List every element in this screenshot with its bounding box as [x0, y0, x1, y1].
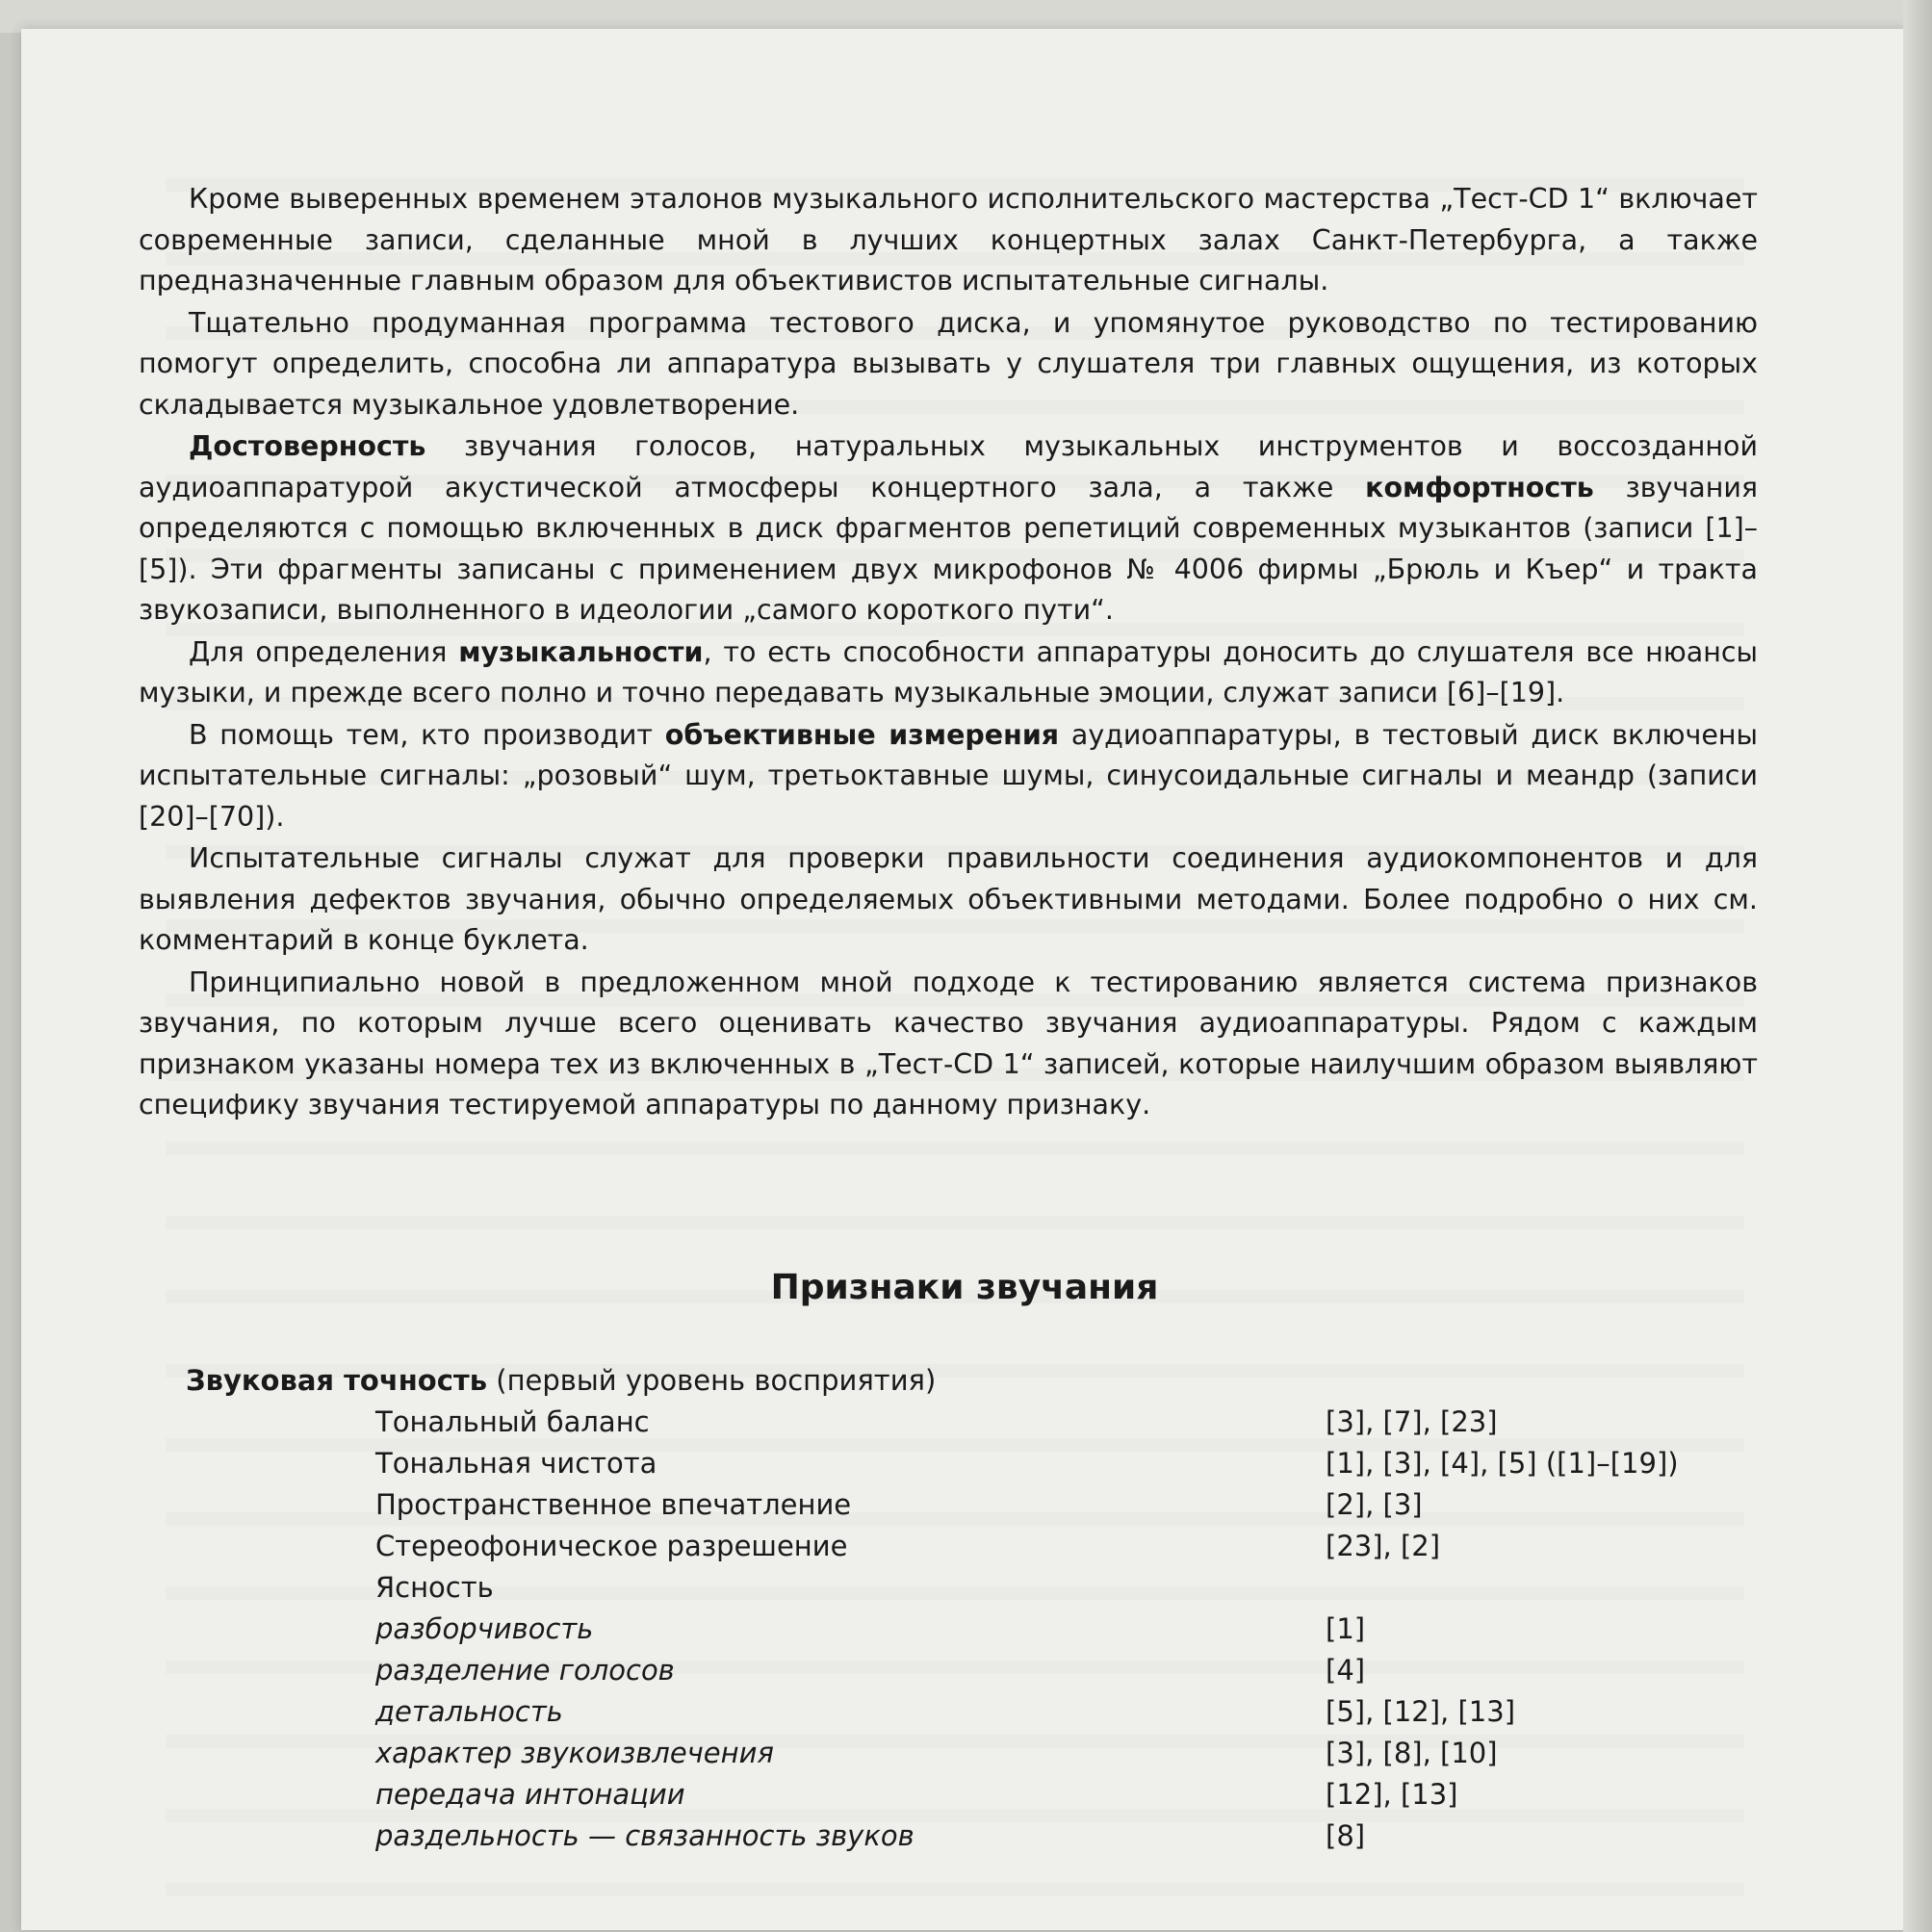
feature-name: разделение голосов: [375, 1654, 675, 1687]
feature-row: [186, 1484, 1765, 1526]
paragraph: [139, 632, 1758, 714]
text-run: Кроме выверенных временем эталонов музыкального исполнительского мастерства „Тест-CD 1“ включает современные записи, сделанные мной в лучших концертных залах Санкт-Петербурга, а также предназначенные главным образом для объективистов испытательные сигналы.: [139, 183, 1758, 296]
text-run: Тщательно продуманная программа тестового диска, и упомянутое руководство по тестированию помогут определить, способна ли аппаратура вызывать у слушателя три главных ощущения, из которых складывается музыкальное удовлетворение.: [139, 306, 1758, 421]
feature-records: [2], [3]: [1326, 1488, 1423, 1521]
feature-row: [186, 1609, 1765, 1650]
feature-records: [23], [2]: [1326, 1530, 1441, 1562]
features-list: [186, 1360, 1765, 1857]
feature-name: Тональная чистота: [375, 1447, 657, 1480]
paragraph: [139, 179, 1758, 302]
feature-row: [186, 1774, 1765, 1816]
bold-term: комфортность: [1365, 471, 1594, 503]
text-run: Испытательные сигналы служат для проверки правильности соединения аудиокомпонентов и для выявления дефектов звучания, обычно определяемых объективными методами. Более подробно о них см. комментарий в конце буклета.: [139, 842, 1758, 956]
feature-rows: [186, 1402, 1765, 1857]
text-run: Для определения: [189, 635, 459, 668]
paragraph: [139, 426, 1758, 631]
feature-row: [186, 1691, 1765, 1733]
feature-name: разборчивость: [375, 1612, 594, 1645]
feature-name: детальность: [375, 1695, 563, 1728]
feature-name: Пространственное впечатление: [375, 1488, 852, 1521]
feature-name: передача интонации: [375, 1778, 685, 1811]
feature-name: Стереофоническое разрешение: [375, 1530, 848, 1562]
feature-row: [186, 1816, 1765, 1857]
feature-records: [1], [3], [4], [5] ([1]–[19]): [1326, 1447, 1679, 1480]
feature-row: [186, 1443, 1765, 1484]
bold-term: объективные измерения: [664, 718, 1060, 751]
category-name: Звуковая точность: [186, 1364, 488, 1397]
feature-records: [3], [7], [23]: [1326, 1405, 1498, 1438]
feature-records: [1]: [1326, 1612, 1366, 1645]
category-note: (первый уровень восприятия): [487, 1364, 937, 1397]
feature-name: Тональный баланс: [375, 1405, 650, 1438]
text-run: Принципиально новой в предложенном мной подходе к тестированию является система признаков звучания, по которым лучше всего оценивать качество звучания аудиоаппаратуры. Рядом с каждым признаком указаны номера тех из включенных в „Тест-CD 1“ записей, которые наилучшим образом выявляют специфику звучания тестируемой аппаратуры по данному признаку.: [139, 966, 1758, 1121]
paragraph: [139, 303, 1758, 426]
feature-name: характер звукоизвлечения: [375, 1737, 774, 1769]
text-run: звучания голосов, натуральных музыкальных инструментов и воссозданной аудиоаппаратурой акустической атмосферы концертного зала, а также: [139, 430, 1758, 503]
feature-records: [4]: [1326, 1654, 1366, 1687]
text-run: аудиоаппаратуры, в тестовый диск включены испытательные сигналы: „розовый“ шум, третьоктавные шумы, синусоидальные сигналы и меандр (записи [20]–[70]).: [139, 718, 1758, 833]
paragraph: [139, 963, 1758, 1126]
paragraph: [139, 838, 1758, 962]
text-run: В помощь тем, кто производит: [189, 718, 665, 751]
section-heading: Признаки звучания: [770, 1268, 1159, 1307]
feature-records: [12], [13]: [1326, 1778, 1458, 1811]
paragraph: [139, 715, 1758, 838]
feature-row: [186, 1650, 1765, 1691]
text-run: звучания определяются с помощью включенных в диск фрагментов репетиций современных музыкантов (записи [1]–[5]). Эти фрагменты записаны с применением двух микрофонов № 4006 фирмы „Брюль и Къер“ и тракта звукозаписи, выполненного в идеологии „самого короткого пути“.: [139, 471, 1759, 626]
feature-row: [186, 1402, 1765, 1443]
bold-term: музыкальности: [458, 635, 704, 668]
intro-text: [139, 179, 1758, 1127]
text-run: , то есть способности аппаратуры доносить до слушателя все нюансы музыки, и прежде всего полно и точно передавать музыкальные эмоции, служат записи [6]–[19].: [139, 635, 1759, 708]
bold-term: Достоверность: [189, 430, 426, 462]
feature-row: [186, 1526, 1765, 1567]
category-line: [186, 1360, 1765, 1402]
feature-name: раздельность — связанность звуков: [375, 1819, 914, 1852]
feature-records: [5], [12], [13]: [1326, 1695, 1516, 1728]
feature-name: Ясность: [375, 1571, 494, 1604]
booklet-page: [21, 29, 1908, 1930]
feature-records: [3], [8], [10]: [1326, 1737, 1498, 1769]
feature-records: [8]: [1326, 1819, 1366, 1852]
feature-row: [186, 1733, 1765, 1774]
scan-top-edge: [0, 0, 1932, 33]
feature-row: [186, 1567, 1765, 1609]
scan-right-edge: [1903, 0, 1932, 1932]
